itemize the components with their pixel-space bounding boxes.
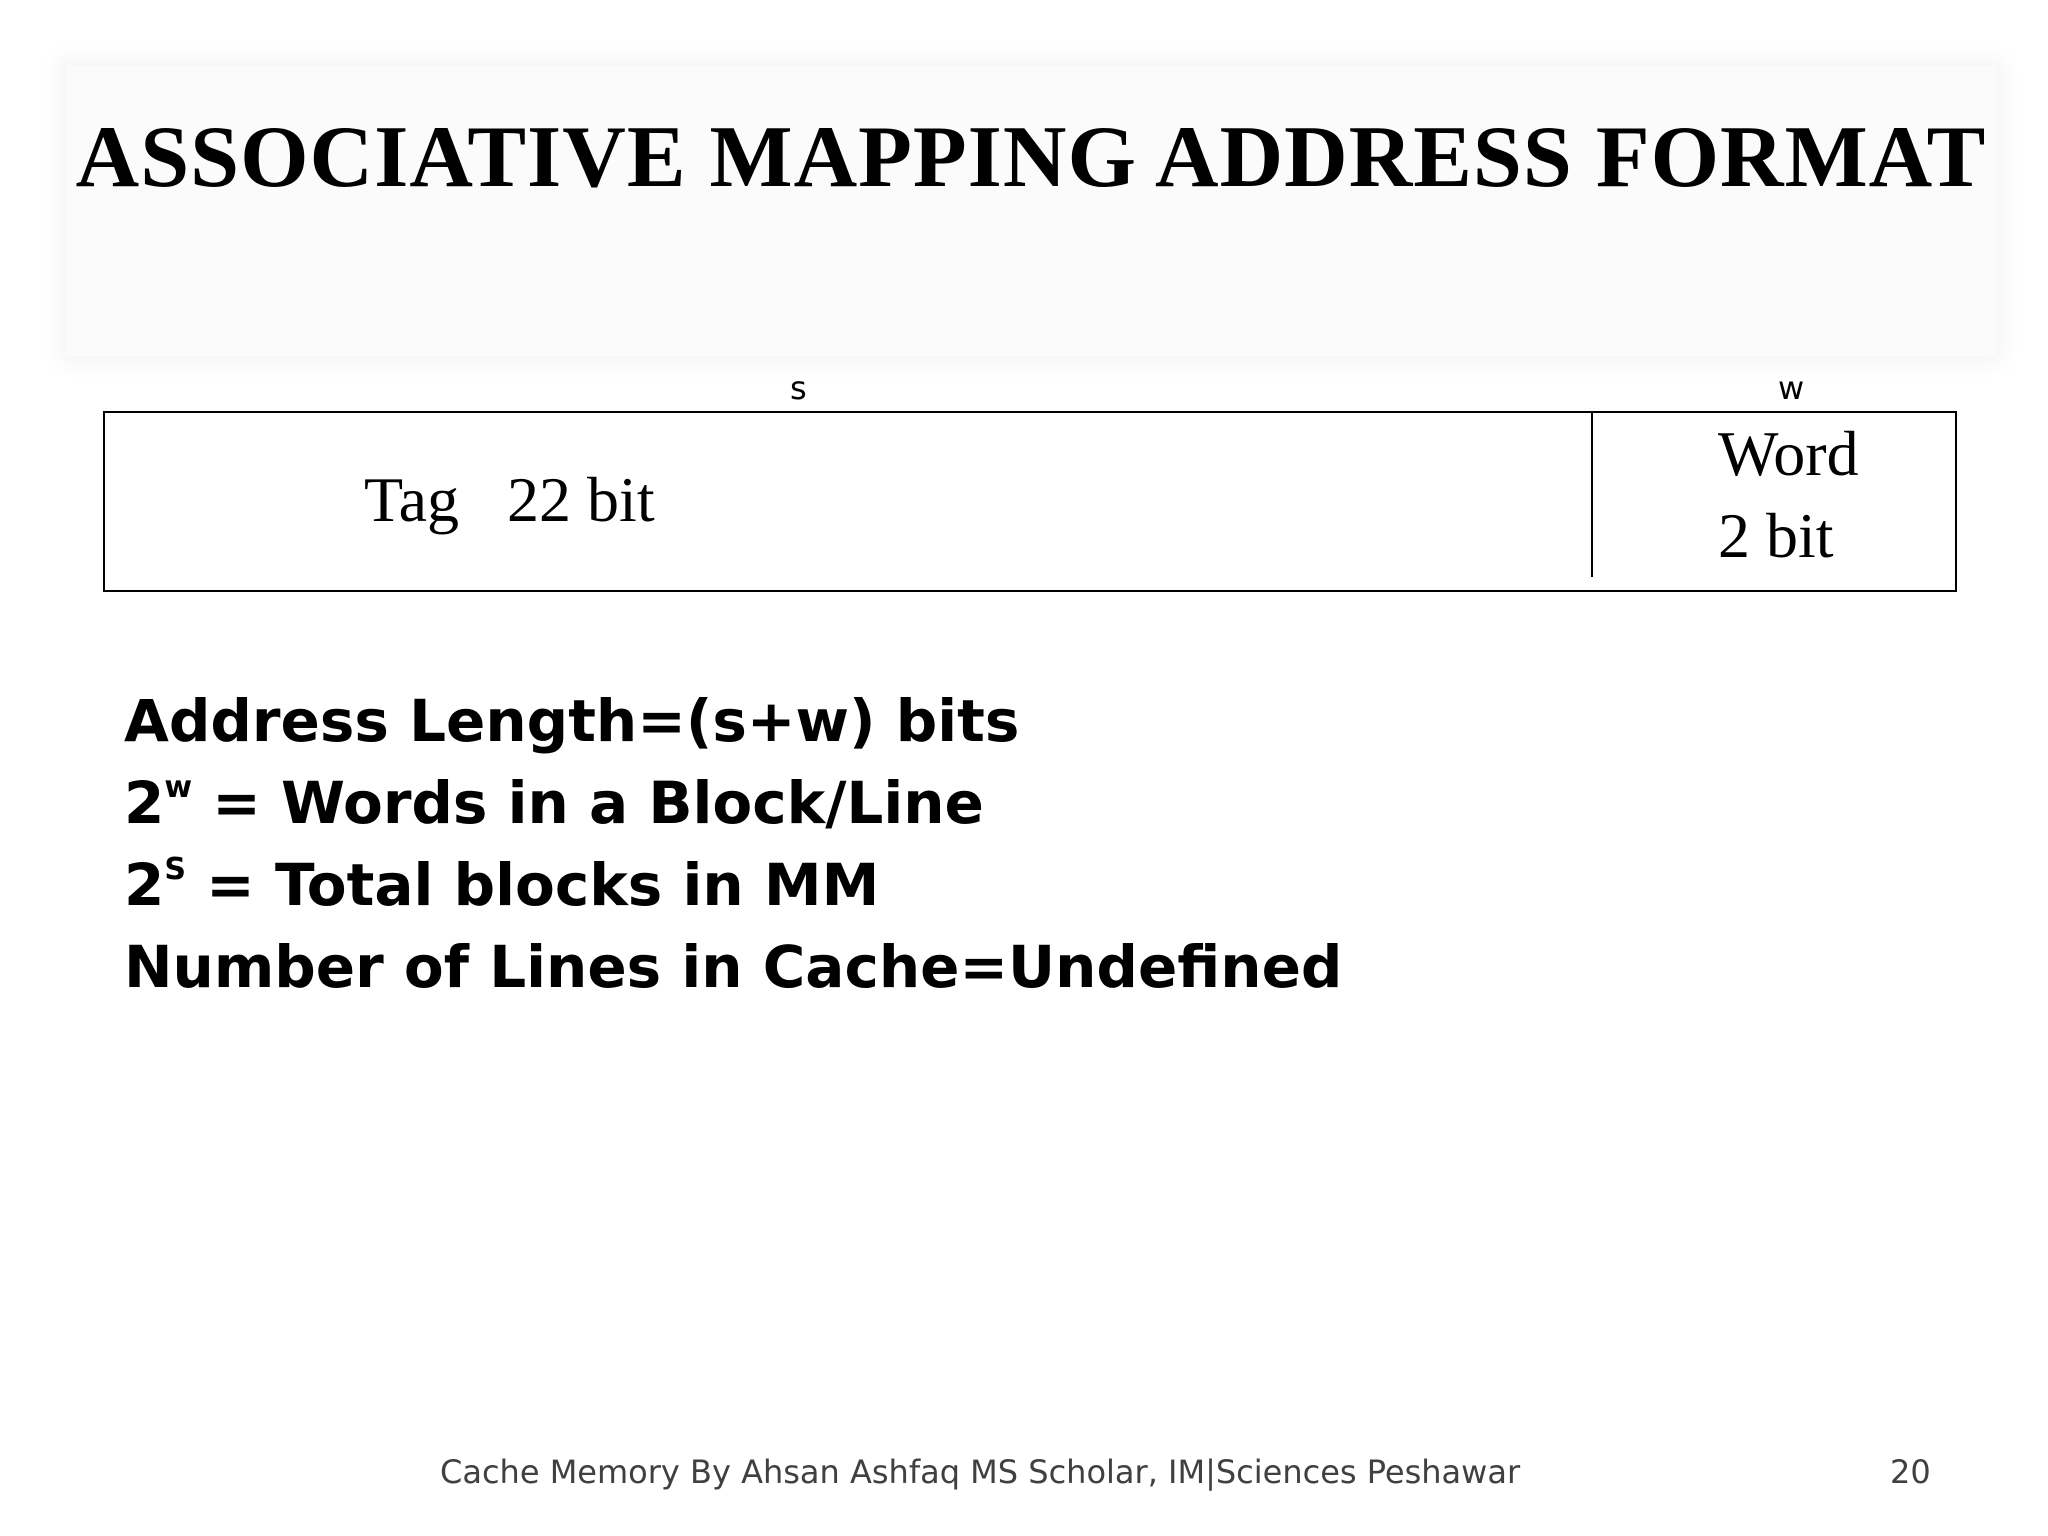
body-text bbox=[124, 680, 1342, 1008]
slide-title: ASSOCIATIVE MAPPING ADDRESS FORMAT bbox=[75, 109, 1987, 206]
field-divider bbox=[1591, 413, 1593, 577]
field-label-s: s bbox=[790, 369, 807, 407]
power-base: 2 bbox=[124, 769, 165, 837]
tag-field-text: Tag 22 bit bbox=[364, 464, 655, 535]
body-line-address-length: Address Length=(s+w) bits bbox=[124, 687, 1020, 755]
page-number: 20 bbox=[1890, 1453, 1931, 1491]
power-exponent: S bbox=[164, 852, 186, 887]
body-line-cache-lines: Number of Lines in Cache=Undefined bbox=[124, 933, 1343, 1001]
word-field-line2: 2 bit bbox=[1718, 500, 1834, 571]
body-line-words-per-block bbox=[124, 762, 1342, 844]
body-line-text: = Total blocks in MM bbox=[185, 851, 880, 919]
body-line-total-blocks bbox=[124, 844, 1342, 926]
slide-footer: Cache Memory By Ahsan Ashfaq MS Scholar, IM|Sciences Peshawar bbox=[440, 1453, 1521, 1491]
body-line-text: = Words in a Block/Line bbox=[192, 769, 984, 837]
power-base: 2 bbox=[124, 851, 165, 919]
word-field-line1: Word bbox=[1718, 418, 1859, 489]
power-exponent: w bbox=[164, 770, 193, 805]
field-label-w: w bbox=[1778, 369, 1805, 407]
word-field-text bbox=[1718, 413, 1859, 577]
